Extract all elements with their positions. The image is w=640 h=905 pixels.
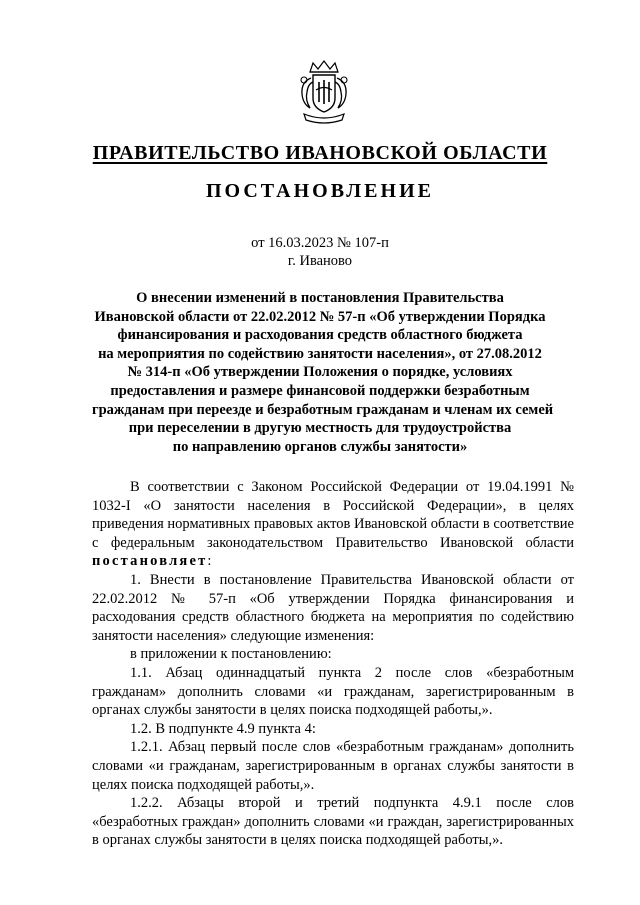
clause-1-1-paragraph: 1.1. Абзац одиннадцатый пункта 2 после слов «безработным гражданам» дополнить словами «и гражданам, зарегистрированным в органах службы занятости в целях поиска подходящей работы,». — [92, 664, 574, 719]
subject-line: гражданам при переезде и безработным гражданам и членам их семей — [92, 401, 554, 418]
subject-line: по направлению органов службы занятости» — [172, 438, 468, 455]
document-subject — [92, 289, 554, 456]
subject-line: О внесении изменений в постановления Правительства — [136, 290, 504, 306]
document-kind-title: ПОСТАНОВЛЕНИЕ — [206, 180, 434, 202]
document-body — [92, 478, 574, 850]
preamble-paragraph — [92, 478, 574, 571]
annex-paragraph: в приложении к постановлению: — [130, 646, 332, 663]
clause-1-paragraph: 1. Внести в постановление Правительства Ивановской области от 22.02.2012 № 57-п «Об утверждении Порядка финансирования и расходования средств областного бюджета на мероприятия по содействию занятости населения» следующие изменения: — [92, 571, 574, 644]
subject-line: предоставления и размере финансовой поддержки безработным — [110, 382, 530, 399]
subject-line: финансирования и расходования средств областного бюджета — [117, 327, 523, 344]
preamble-colon: : — [207, 553, 212, 570]
clause-1-2-paragraph: 1.2. В подпункте 4.9 пункта 4: — [130, 720, 316, 737]
subject-line: № 314-п «Об утверждении Положения о порядке, условиях — [127, 364, 513, 381]
subject-line: при переселении в другую местность для трудоустройства — [128, 420, 512, 437]
subject-line: на мероприятия по содействию занятости населения», от 27.08.2012 — [98, 345, 542, 362]
subject-line: Ивановской области от 22.02.2012 № 57-п «Об утверждении Порядка — [94, 308, 546, 325]
clause-1-2-1-paragraph: 1.2.1. Абзац первый после слов «безработным гражданам» дополнить словами «и гражданам, зарегистрированным в органах службы занятости в целях поиска подходящей работы,». — [92, 739, 574, 793]
date-and-number: от 16.03.2023 № 107-п — [251, 235, 389, 251]
preamble-text: В соответствии с Законом Российской Федерации от 19.04.1991 № 1032-I «О занятости населения в Российской Федерации», в целях приведения нормативных правовых актов Ивановской области в соответствие с федеральным законодательством Правительство Ивановской области — [92, 479, 574, 551]
coat-of-arms-emblem — [296, 60, 352, 126]
clause-1-2-2-paragraph: 1.2.2. Абзацы второй и третий подпункта 4.9.1 после слов «безработных граждан» дополнить словами «и граждан, зарегистрированных в органах службы занятости в целях поиска подходящей работы,». — [92, 795, 574, 849]
decree-word: постановляет — [92, 553, 208, 570]
city-line: г. Иваново — [287, 253, 353, 269]
government-title: ПРАВИТЕЛЬСТВО ИВАНОВСКОЙ ОБЛАСТИ — [92, 142, 548, 164]
